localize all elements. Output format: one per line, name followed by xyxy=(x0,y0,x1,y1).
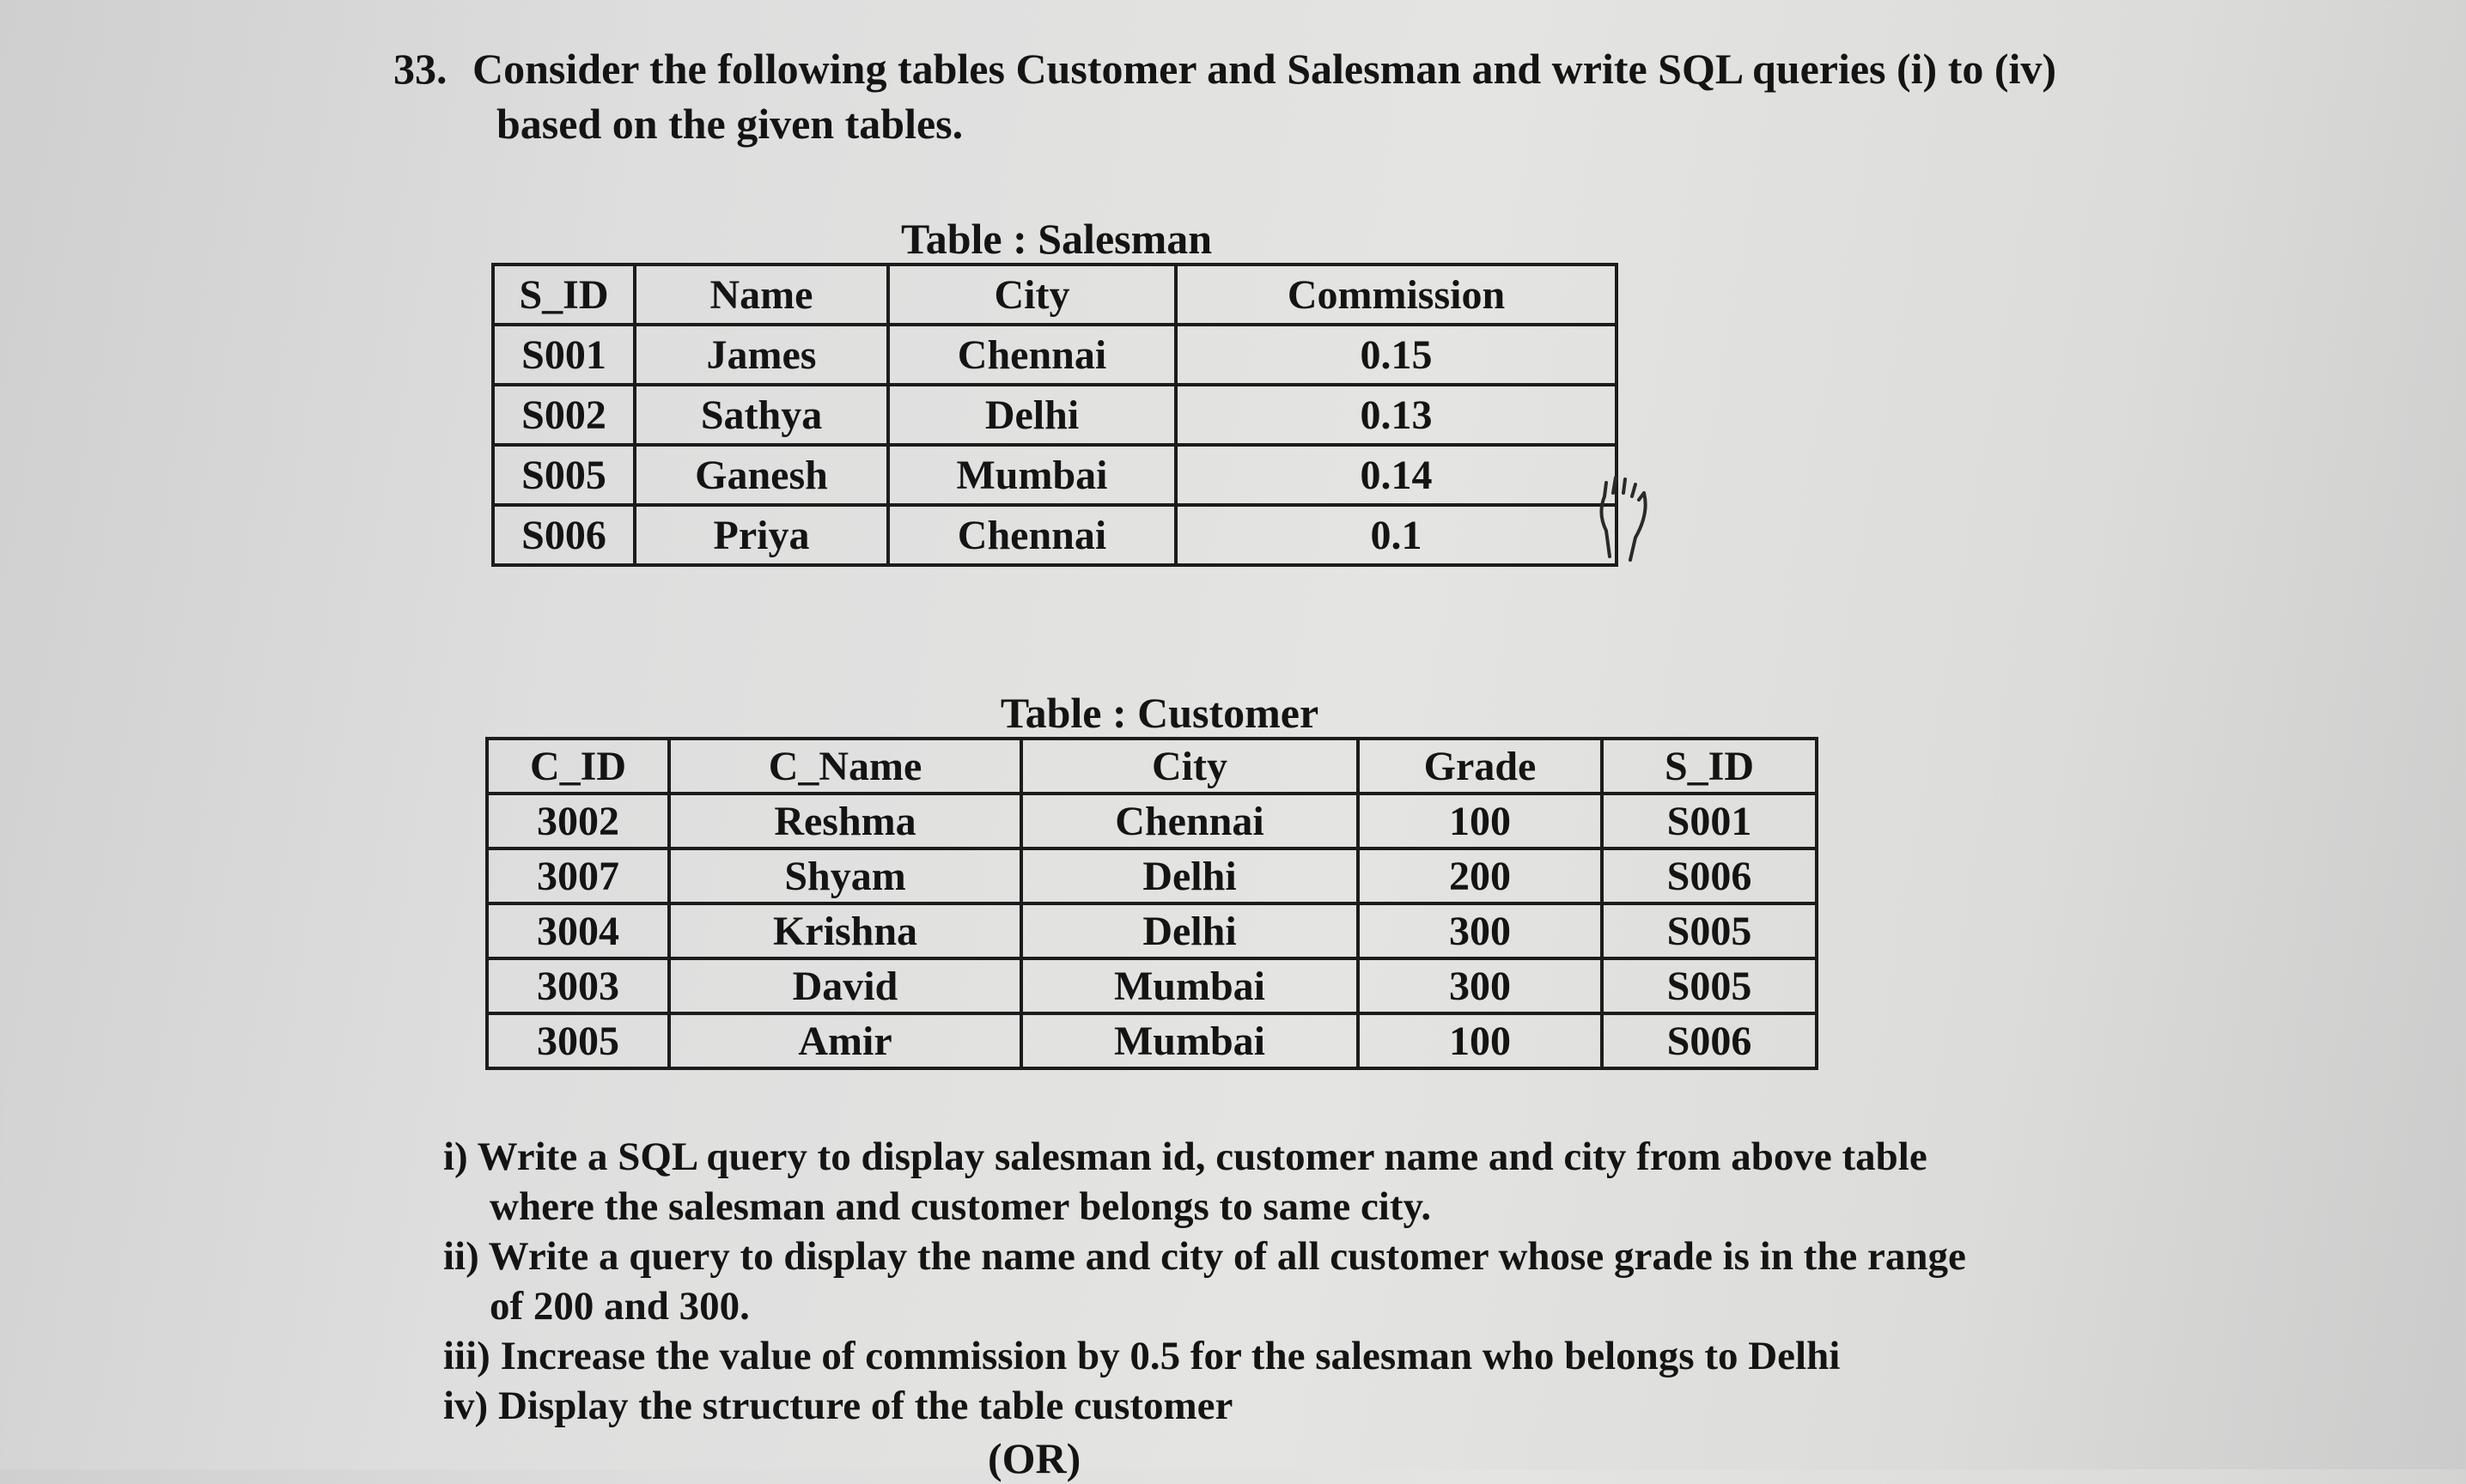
salesman-table xyxy=(491,263,1618,567)
table-row xyxy=(493,325,1617,385)
cell-s-id: S002 xyxy=(493,385,635,445)
cell-grade: 300 xyxy=(1358,903,1602,958)
header-grade: Grade xyxy=(1358,739,1602,794)
table-row xyxy=(487,848,1817,903)
cell-c-name: Krishna xyxy=(669,903,1021,958)
table-row xyxy=(493,445,1617,505)
salesman-header-row xyxy=(493,265,1617,325)
query-text-cont: of 200 and 300. xyxy=(490,1284,750,1329)
cell-s-id: S006 xyxy=(1602,1013,1817,1068)
cell-name: Priya xyxy=(635,505,888,565)
cell-s-id: S005 xyxy=(1602,903,1817,958)
or-label: (OR) xyxy=(988,1434,1081,1482)
cell-s-id: S006 xyxy=(493,505,635,565)
salesman-table-title: Table : Salesman xyxy=(900,215,1213,263)
cell-city: Mumbai xyxy=(1021,1013,1358,1068)
header-c-id: C_ID xyxy=(487,739,669,794)
cell-c-name: Amir xyxy=(669,1013,1021,1068)
cell-grade: 100 xyxy=(1358,794,1602,848)
question-text-line1: Consider the following tables Customer and Salesman and write SQL queries (i) to (iv) xyxy=(472,45,2057,93)
table-row xyxy=(493,505,1617,565)
query-text: ii) Write a query to display the name and city of all customer whose grade is in the range xyxy=(443,1234,1966,1279)
cell-commission: 0.14 xyxy=(1176,445,1617,505)
cell-city: Chennai xyxy=(888,505,1176,565)
header-s-id: S_ID xyxy=(1602,739,1817,794)
header-city: City xyxy=(888,265,1176,325)
cell-city: Delhi xyxy=(1021,903,1358,958)
query-item xyxy=(443,1132,2161,1232)
header-commission: Commission xyxy=(1176,265,1617,325)
cell-c-id: 3003 xyxy=(487,958,669,1013)
query-item xyxy=(443,1331,2161,1381)
cell-s-id: S001 xyxy=(493,325,635,385)
cell-c-id: 3005 xyxy=(487,1013,669,1068)
cell-grade: 100 xyxy=(1358,1013,1602,1068)
table-row xyxy=(487,903,1817,958)
cell-s-id: S006 xyxy=(1602,848,1817,903)
table-row xyxy=(487,958,1817,1013)
cell-commission: 0.1 xyxy=(1176,505,1617,565)
cell-c-id: 3002 xyxy=(487,794,669,848)
header-c-name: C_Name xyxy=(669,739,1021,794)
cell-city: Chennai xyxy=(1021,794,1358,848)
table-row xyxy=(487,1013,1817,1068)
cell-grade: 200 xyxy=(1358,848,1602,903)
cell-s-id: S005 xyxy=(1602,958,1817,1013)
query-item xyxy=(443,1232,2161,1331)
cell-s-id: S005 xyxy=(493,445,635,505)
cell-city: Delhi xyxy=(888,385,1176,445)
cell-name: Sathya xyxy=(635,385,888,445)
table-row xyxy=(493,385,1617,445)
customer-header-row xyxy=(487,739,1817,794)
query-text-cont: where the salesman and customer belongs to same city. xyxy=(490,1184,1432,1229)
cell-name: James xyxy=(635,325,888,385)
cell-grade: 300 xyxy=(1358,958,1602,1013)
header-name: Name xyxy=(635,265,888,325)
cell-s-id: S001 xyxy=(1602,794,1817,848)
cell-city: Chennai xyxy=(888,325,1176,385)
cell-city: Mumbai xyxy=(888,445,1176,505)
cell-commission: 0.15 xyxy=(1176,325,1617,385)
cell-c-name: Shyam xyxy=(669,848,1021,903)
header-city: City xyxy=(1021,739,1358,794)
customer-table-title: Table : Customer xyxy=(1000,689,1319,737)
hand-cursor-icon xyxy=(1587,471,1665,565)
header-s-id: S_ID xyxy=(493,265,635,325)
cell-commission: 0.13 xyxy=(1176,385,1617,445)
query-text: iv) Display the structure of the table customer xyxy=(443,1384,1233,1428)
question-number: 33. xyxy=(393,45,448,93)
query-list xyxy=(443,1132,2161,1431)
cell-city: Mumbai xyxy=(1021,958,1358,1013)
cell-c-name: Reshma xyxy=(669,794,1021,848)
table-row xyxy=(487,794,1817,848)
cell-c-id: 3007 xyxy=(487,848,669,903)
query-text: i) Write a SQL query to display salesman id, customer name and city from above table xyxy=(443,1134,1927,1179)
question-text-line2: based on the given tables. xyxy=(496,100,964,148)
cell-c-name: David xyxy=(669,958,1021,1013)
cell-name: Ganesh xyxy=(635,445,888,505)
cell-c-id: 3004 xyxy=(487,903,669,958)
cell-city: Delhi xyxy=(1021,848,1358,903)
query-item xyxy=(443,1381,2161,1431)
customer-table xyxy=(485,737,1818,1070)
query-text: iii) Increase the value of commission by 0.5 for the salesman who belongs to Delhi xyxy=(443,1334,1841,1378)
question-33 xyxy=(393,41,2197,151)
